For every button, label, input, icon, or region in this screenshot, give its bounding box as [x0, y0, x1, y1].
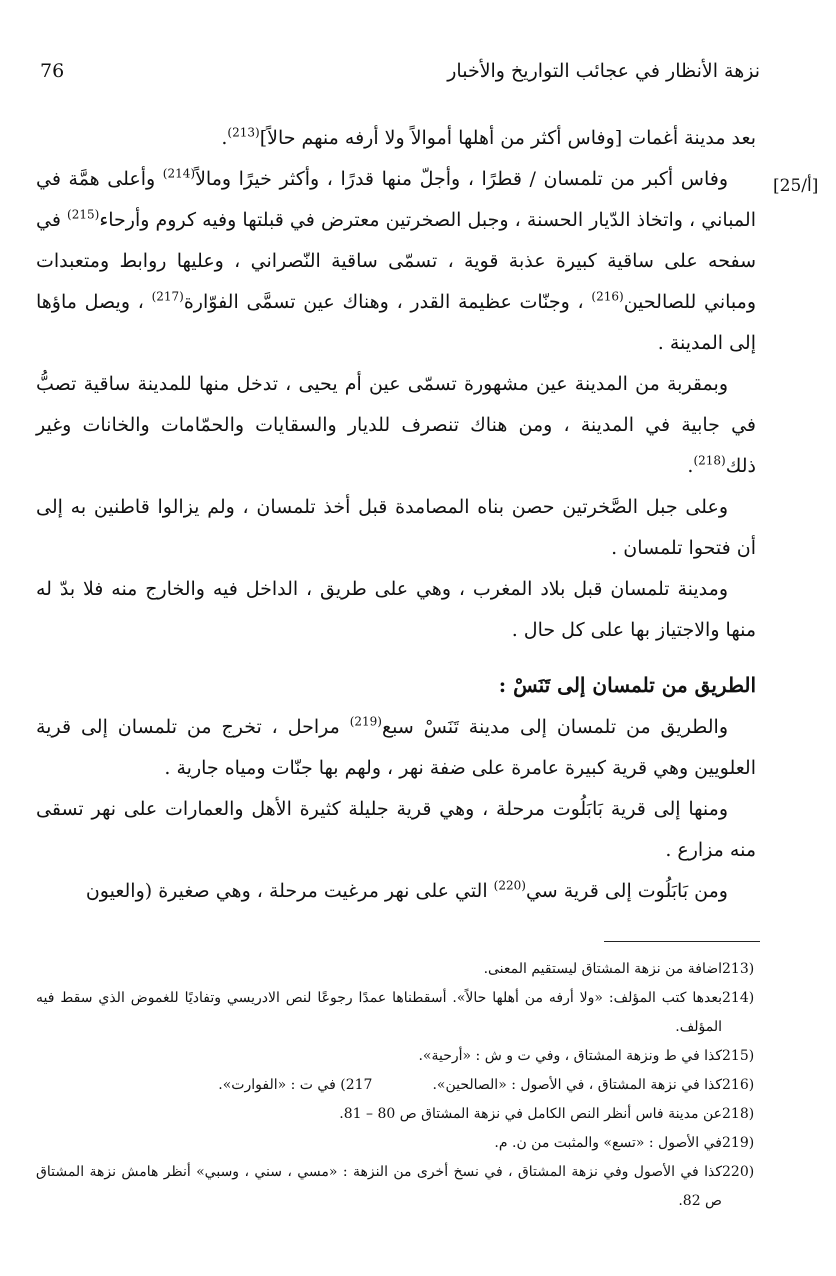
paragraph-7: ومنها إلى قرية بَابَلُوت مرحلة ، وهي قرية جليلة كثيرة الأهل والعمارات على نهر تسقى منه مزارع .: [36, 798, 756, 861]
paragraph-end: .: [687, 455, 694, 477]
footnote-220: [36, 1158, 766, 1216]
paragraph-1: [36, 118, 756, 159]
footnote-text: بعدها كتب المؤلف: «ولا أرفه من أهلها حالاً». أسقطناها عمدًا رجوعًا لنص الادريسي وتفاديًا للغموض الذي سقط فيه المؤلف.: [36, 990, 722, 1035]
footnote-214: [36, 984, 766, 1042]
footnote-ref-219[interactable]: (219): [349, 714, 382, 729]
footnote-text: عن مدينة فاس أنظر النص الكامل في نزهة المشتاق ص 80 – 81.: [339, 1106, 722, 1122]
paragraph-text: وبمقربة من المدينة عين مشهورة تسمّى عين أم يحيى ، تدخل منها للمدينة ساقية تصبُّ في جابية في المدينة ، ومن هناك تنصرف للديار والسقايات والحمّامات والخانات وغير ذلك: [36, 373, 756, 477]
footnote-219: [36, 1129, 766, 1158]
paragraph-text: والطريق من تلمسان إلى مدينة تَنَسْ سبع: [381, 716, 729, 738]
paragraph-8: [36, 871, 756, 912]
manuscript-folio-note: [25/أ]: [773, 176, 819, 196]
footnote-text: اضافة من نزهة المشتاق ليستقيم المعنى.: [483, 961, 722, 977]
footnote-ref-218[interactable]: (218): [693, 453, 726, 468]
paragraph-2: [36, 159, 756, 364]
footnotes: [36, 955, 766, 1216]
footnote-text: كذا في الأصول وفي نزهة المشتاق ، في نسخ أخرى من النزهة : «مسي ، سني ، وسبي» أنظر هامش نزهة المشتاق ص 82.: [36, 1164, 722, 1209]
footnote-217: [218, 1071, 372, 1100]
footnote-number: 213): [722, 961, 755, 977]
footnote-ref-213[interactable]: (213): [227, 125, 260, 140]
paragraph-6: [36, 707, 756, 789]
paragraph-3: [36, 364, 756, 487]
main-text: [36, 118, 756, 912]
paragraph-text: مراحل ، تخرج من تلمسان إلى قرية العلويين وهي قرية كبيرة عامرة على ضفة نهر ، ولهم بها جنّات ومياه جارية .: [36, 716, 756, 779]
footnote-number: 218): [722, 1106, 755, 1122]
paragraph-text: ، ويصل ماؤها إلى المدينة .: [36, 291, 756, 354]
footnote-ref-215[interactable]: (215): [67, 207, 100, 222]
paragraph-text: التي على نهر مرغيت مرحلة ، وهي صغيرة (والعيون: [85, 880, 494, 902]
footnote-number: 214): [722, 990, 755, 1006]
paragraph-text: بعد مدينة أغمات [وفاس أكثر من أهلها أموالاً ولا أرفه منهم حالاً]: [259, 127, 756, 149]
footnote-216-217: [36, 1071, 766, 1100]
footnote-number: 216): [722, 1077, 755, 1093]
paragraph-text: في سفحه على ساقية كبيرة عذبة قوية ، تسمّى ساقية النّصراني ، وعليها روابط ومتعبدات ومباني للصالحين: [36, 209, 756, 313]
paragraph-text: وأعلى همَّة في المباني ، واتخاذ الدّيار الحسنة ، وجبل الصخرتين معترض في قبلتها وفيه كروم وأرحاء: [36, 168, 756, 231]
footnote-text-group: [36, 1071, 722, 1100]
paragraph-4: وعلى جبل الصَّخرتين حصن بناه المصامدة قبل أخذ تلمسان ، ولم يزالوا قاطنين به إلى أن فتحوا تلمسان .: [36, 496, 756, 559]
footnote-number: 215): [722, 1048, 755, 1064]
footnote-215: [36, 1042, 766, 1071]
footnote-text: في الأصول : «تسع» والمثبت من ن. م.: [494, 1135, 722, 1151]
footnote-text: في ت : «الفوارت».: [218, 1077, 336, 1093]
footnote-ref-214[interactable]: (214): [162, 166, 196, 181]
footnote-ref-216[interactable]: (216): [591, 289, 624, 304]
paragraph-end: .: [221, 127, 228, 149]
footnote-text: كذا في ط ونزهة المشتاق ، وفي ت و ش : «أرحية».: [418, 1048, 722, 1064]
footnote-number: 220): [722, 1164, 755, 1180]
footnote-text: كذا في نزهة المشتاق ، في الأصول : «الصالحين».: [432, 1077, 722, 1093]
footnote-number: 219): [722, 1135, 755, 1151]
footnote-ref-220[interactable]: (220): [493, 878, 526, 893]
footnote-218: [36, 1100, 766, 1129]
footnote-number: 217): [340, 1077, 373, 1093]
paragraph-text: ، وجنّات عظيمة القدر ، وهناك عين تسمَّى الفوّارة: [183, 291, 592, 313]
footnote-ref-217[interactable]: (217): [151, 289, 184, 304]
running-title: نزهة الأنظار في عجائب التواريخ والأخبار: [447, 60, 760, 82]
section-heading: الطريق من تلمسان إلى تَنَسْ :: [498, 673, 756, 697]
paragraph-text: ومن بَابَلُوت إلى قرية سي: [525, 880, 728, 902]
footnote-213: [36, 955, 766, 984]
paragraph-5: ومدينة تلمسان قبل بلاد المغرب ، وهي على طريق ، الداخل فيه والخارج منه فلا بدّ له منها والاجتياز بها على كل حال .: [36, 578, 756, 641]
running-head: [40, 60, 760, 90]
footnote-separator: [604, 941, 760, 942]
page-number: 76: [40, 60, 65, 82]
paragraph-text: وفاس أكبر من تلمسان / قطرًا ، وأجلّ منها قدرًا ، وأكثر خيرًا ومالاً: [195, 168, 728, 190]
